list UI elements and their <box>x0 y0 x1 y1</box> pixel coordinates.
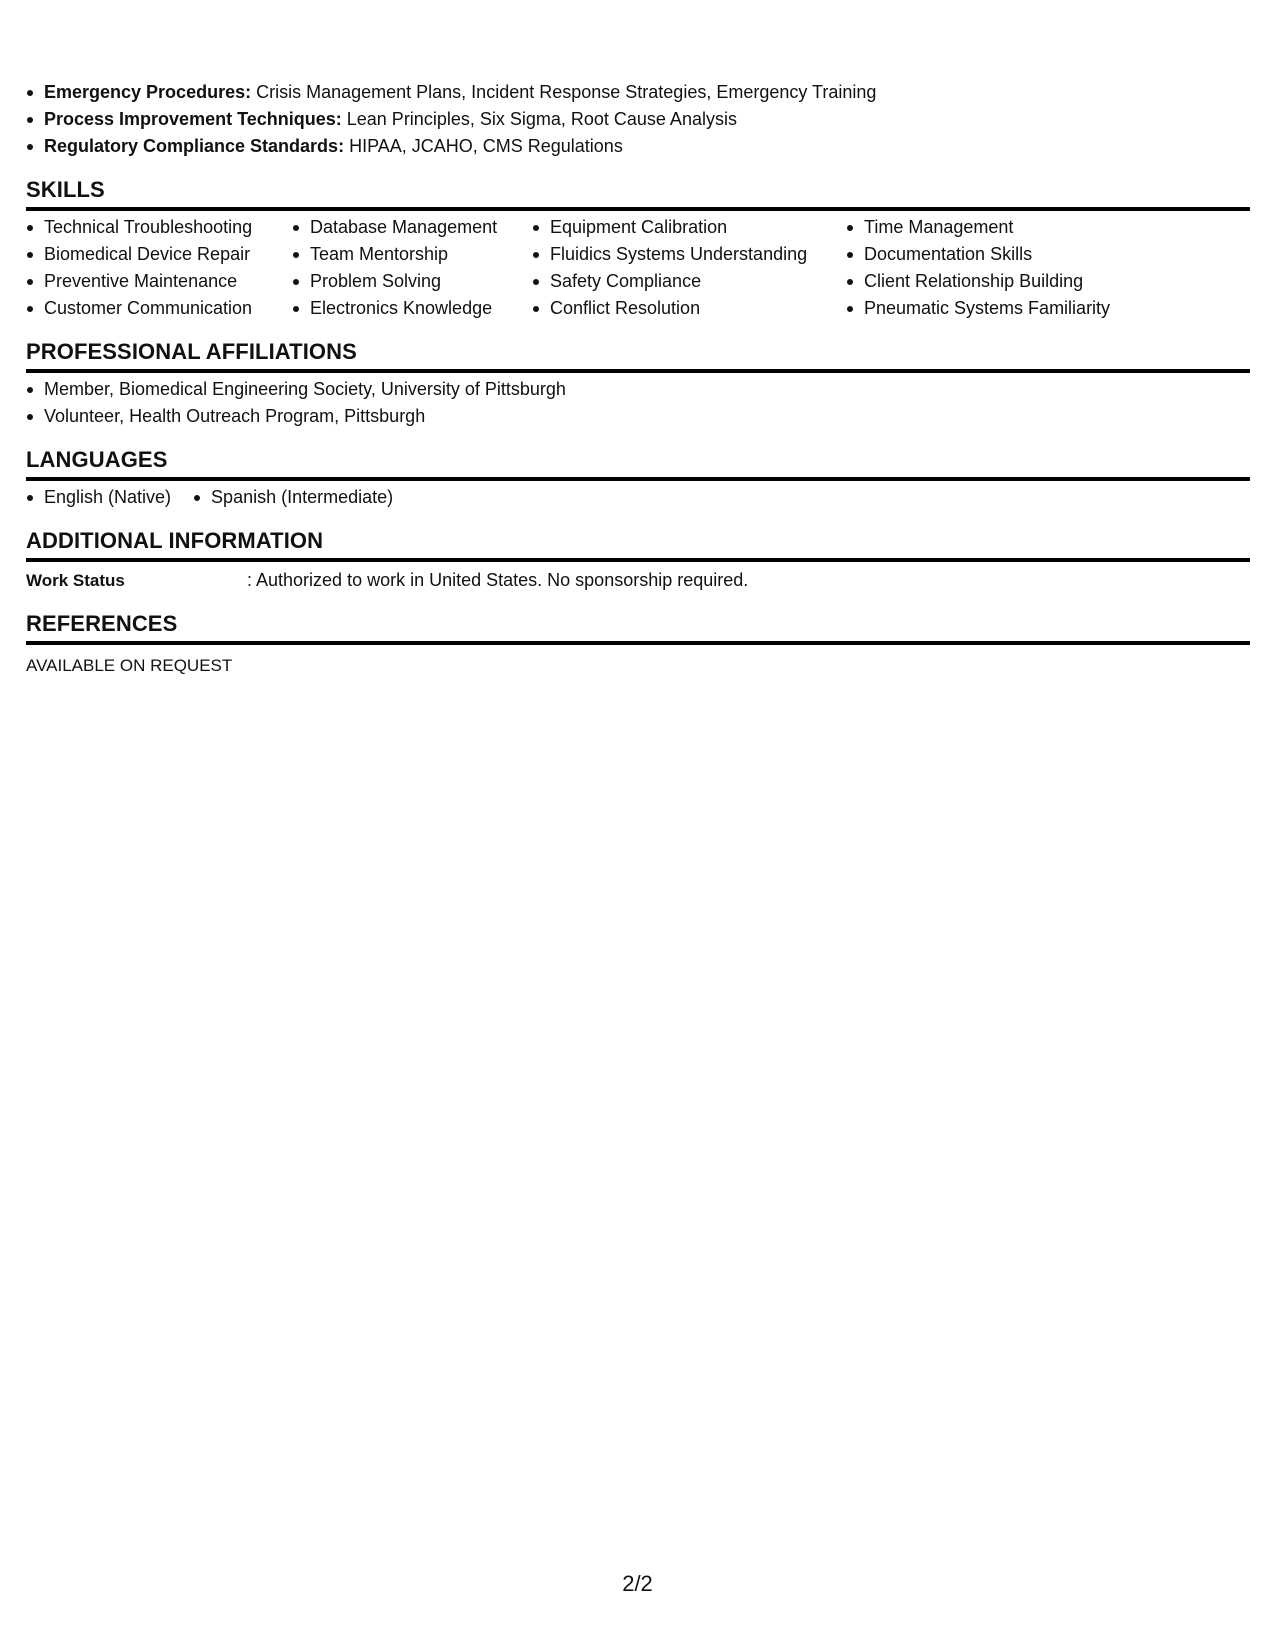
skill-item: Biomedical Device Repair <box>26 241 292 268</box>
skills-section <box>26 176 1250 322</box>
affiliation-item: Member, Biomedical Engineering Society, University of Pittsburgh <box>26 376 1250 403</box>
item-text: Crisis Management Plans, Incident Response Strategies, Emergency Training <box>251 82 877 102</box>
list-item <box>26 133 1250 160</box>
skill-item: Electronics Knowledge <box>292 295 532 322</box>
page-number: 2/2 <box>622 1571 653 1596</box>
skill-item: Fluidics Systems Understanding <box>532 241 846 268</box>
resume-page-content <box>26 79 1250 679</box>
skill-item: Customer Communication <box>26 295 292 322</box>
item-text: Lean Principles, Six Sigma, Root Cause Analysis <box>341 109 737 129</box>
item-label: Emergency Procedures: <box>44 82 252 102</box>
item-label: Regulatory Compliance Standards: <box>44 136 345 156</box>
skill-item: Equipment Calibration <box>532 214 846 241</box>
skill-item: Time Management <box>846 214 1146 241</box>
skill-item: Client Relationship Building <box>846 268 1146 295</box>
list-item <box>26 106 1250 133</box>
skills-grid <box>26 214 1250 322</box>
work-status-row <box>26 565 1250 594</box>
skill-item: Problem Solving <box>292 268 532 295</box>
skills-column <box>292 214 532 322</box>
affiliations-section <box>26 338 1250 430</box>
skill-item: Safety Compliance <box>532 268 846 295</box>
list-item <box>26 79 1250 106</box>
language-item: English (Native) <box>26 484 171 511</box>
languages-section <box>26 446 1250 511</box>
skills-column <box>26 214 292 322</box>
section-heading: SKILLS <box>26 176 1250 211</box>
section-heading: REFERENCES <box>26 610 1250 645</box>
item-text: HIPAA, JCAHO, CMS Regulations <box>344 136 623 156</box>
skills-column <box>846 214 1146 322</box>
skill-item: Conflict Resolution <box>532 295 846 322</box>
references-text: AVAILABLE ON REQUEST <box>26 656 233 675</box>
language-item: Spanish (Intermediate) <box>193 484 393 511</box>
references-section <box>26 610 1250 679</box>
skill-item: Database Management <box>292 214 532 241</box>
skill-item: Technical Troubleshooting <box>26 214 292 241</box>
affiliations-list <box>26 376 1250 430</box>
work-status-label: Work Status <box>26 571 125 590</box>
skill-item: Pneumatic Systems Familiarity <box>846 295 1146 322</box>
section-heading: ADDITIONAL INFORMATION <box>26 527 1250 562</box>
item-label: Process Improvement Techniques: <box>44 109 342 129</box>
work-status-value: : Authorized to work in United States. No sponsorship required. <box>247 570 749 590</box>
section-heading: PROFESSIONAL AFFILIATIONS <box>26 338 1250 373</box>
expertise-list <box>26 79 1250 160</box>
additional-information-section <box>26 527 1250 594</box>
section-heading: LANGUAGES <box>26 446 1250 481</box>
skills-column <box>532 214 846 322</box>
languages-list <box>26 484 1250 511</box>
skill-item: Documentation Skills <box>846 241 1146 268</box>
affiliation-item: Volunteer, Health Outreach Program, Pittsburgh <box>26 403 1250 430</box>
skill-item: Preventive Maintenance <box>26 268 292 295</box>
skill-item: Team Mentorship <box>292 241 532 268</box>
